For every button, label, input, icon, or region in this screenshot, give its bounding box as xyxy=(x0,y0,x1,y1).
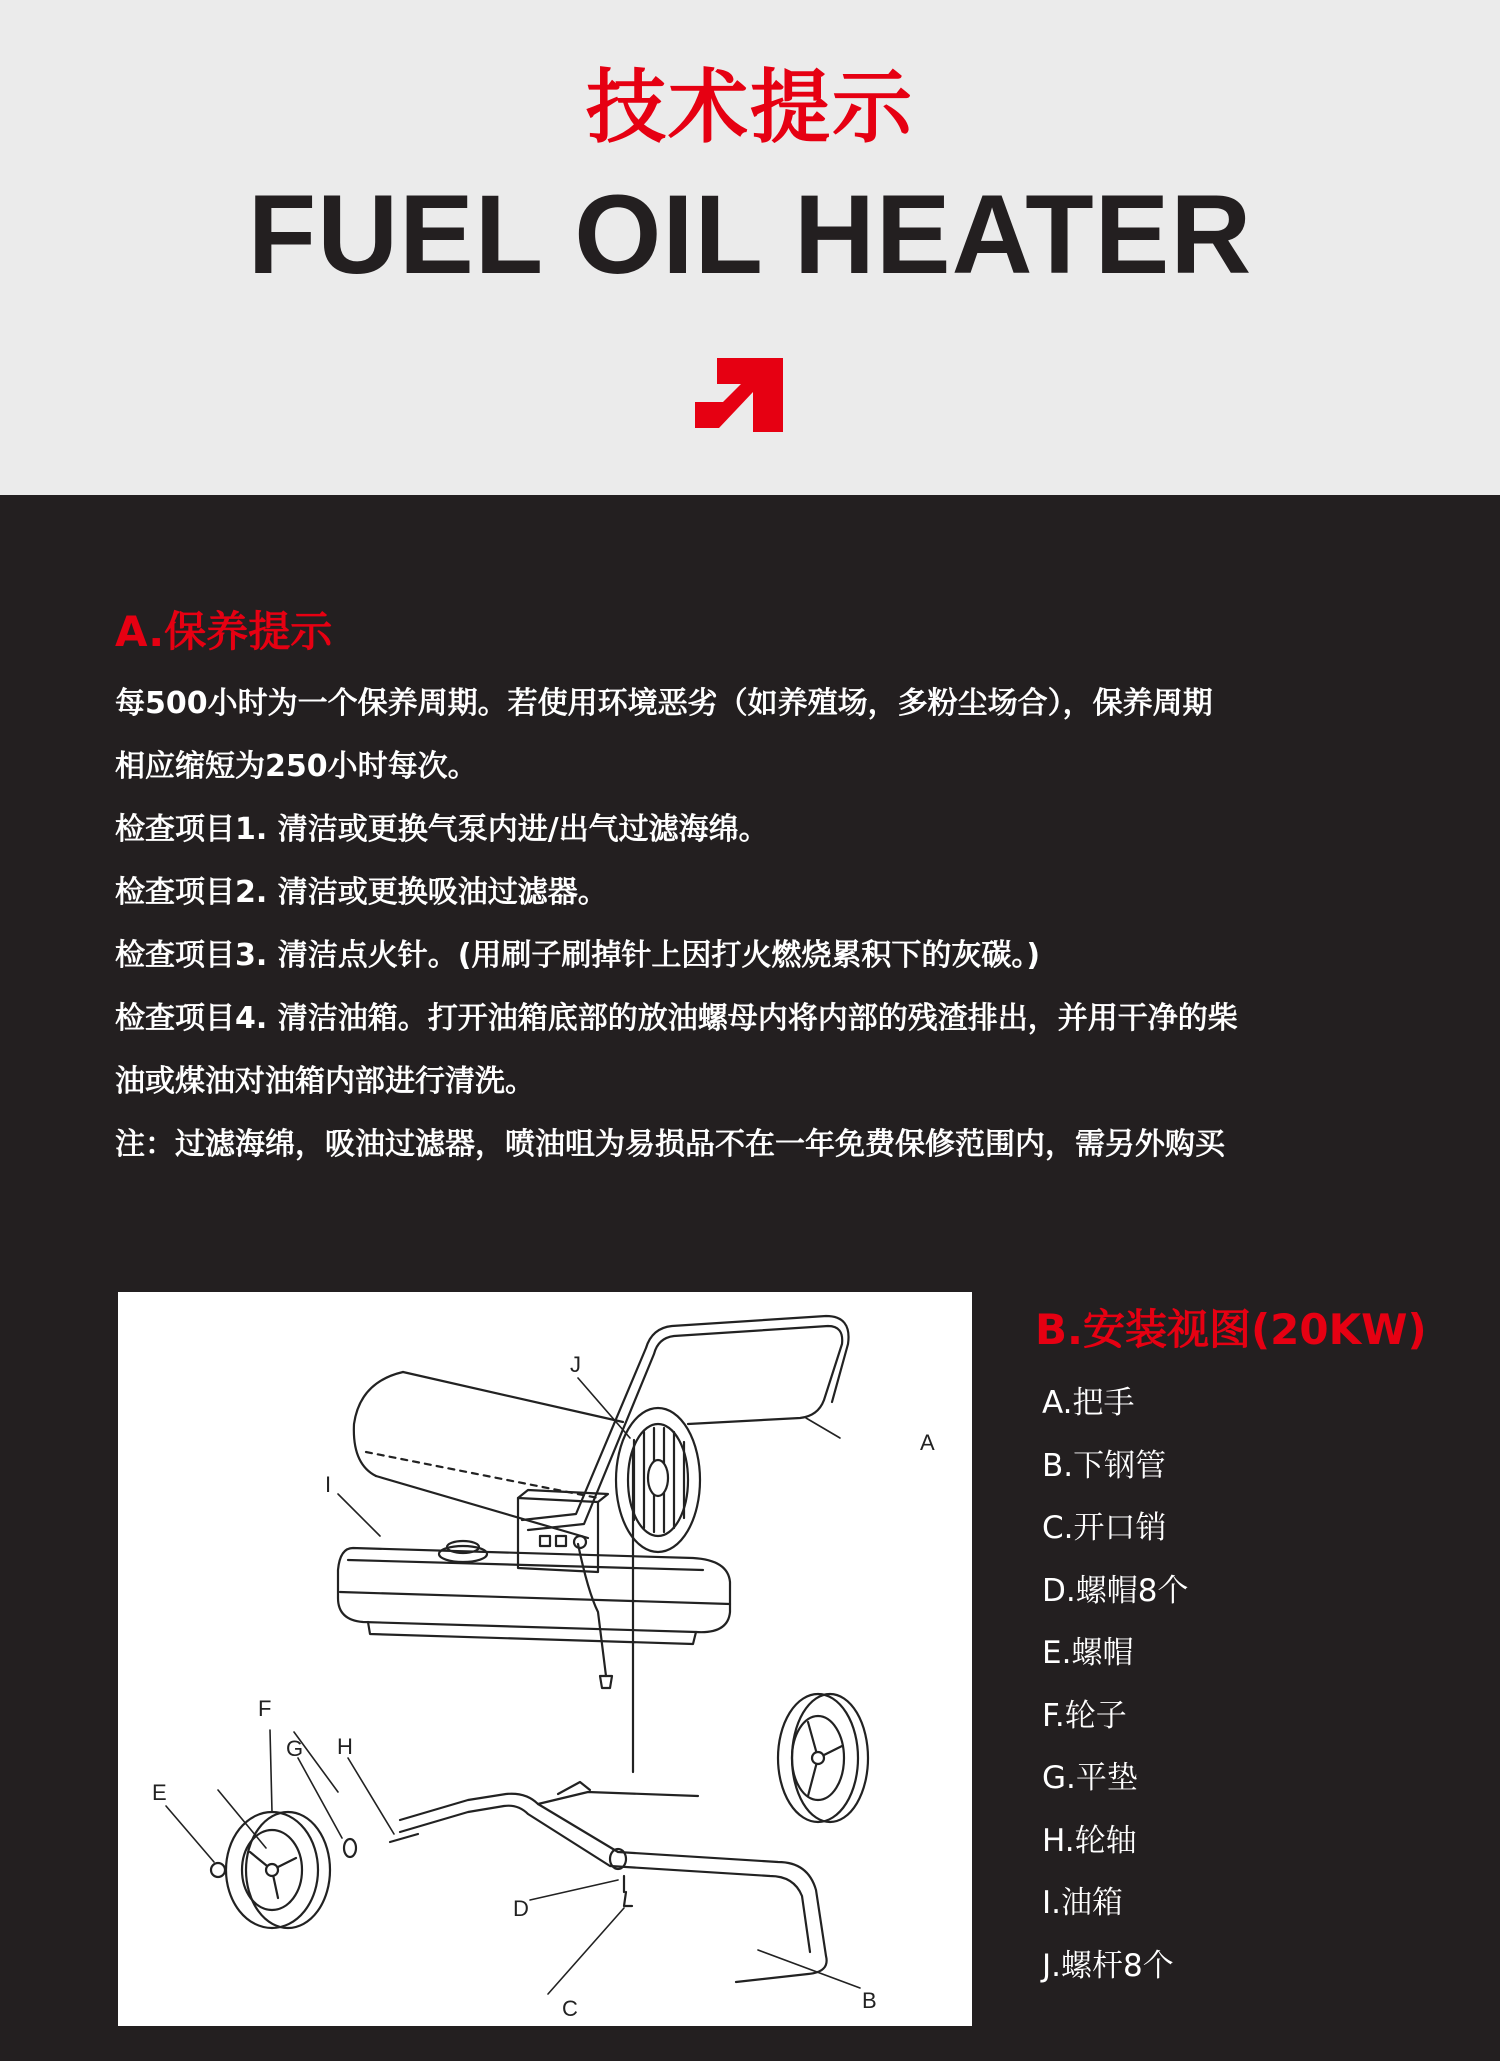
installation-heading: B.安装视图(20KW) xyxy=(1035,1305,1427,1354)
part-item: A.把手 xyxy=(1042,1385,1135,1421)
nut-e-drawing xyxy=(211,1863,225,1877)
label-c: C xyxy=(562,1996,578,2021)
part-item: H.轮轴 xyxy=(1042,1822,1137,1859)
label-e: E xyxy=(152,1780,167,1805)
page-title-english: FUEL OIL HEATER xyxy=(247,172,1253,297)
part-item: J.螺杆8个 xyxy=(1042,1947,1174,1984)
part-item: D.螺帽8个 xyxy=(1042,1572,1189,1609)
label-d: D xyxy=(513,1896,529,1921)
maintenance-line: 检查项目3. 清洁点火针。(用刷子刷掉针上因打火燃烧累积下的灰碳。) xyxy=(115,938,1041,973)
wheel-right-drawing xyxy=(778,1694,868,1822)
page-title-chinese: 技术提示 xyxy=(586,61,914,154)
maintenance-heading: A.保养提示 xyxy=(115,607,333,656)
label-g: G xyxy=(286,1736,304,1761)
maintenance-text xyxy=(115,672,1405,1176)
fuel-tank-drawing xyxy=(338,1541,730,1644)
header-banner xyxy=(0,0,1500,495)
part-item: E.螺帽 xyxy=(1042,1635,1134,1671)
part-item: I.油箱 xyxy=(1042,1885,1123,1921)
maintenance-line: 相应缩短为250小时每次。 xyxy=(115,749,478,784)
maintenance-line: 油或煤油对油箱内部进行清洗。 xyxy=(115,1064,535,1099)
axle-h-drawing xyxy=(390,1834,418,1842)
label-j: J xyxy=(570,1352,581,1377)
cotter-pin-c-drawing xyxy=(624,1892,632,1906)
installation-diagram xyxy=(118,1292,972,2026)
part-item: C.开口销 xyxy=(1042,1510,1167,1546)
maintenance-line: 检查项目4. 清洁油箱。打开油箱底部的放油螺母内将内部的残渣排出，并用干净的柴 xyxy=(115,1001,1238,1036)
arrow-up-right-icon xyxy=(695,358,783,432)
part-item: G.平垫 xyxy=(1042,1760,1138,1796)
label-i: I xyxy=(325,1472,332,1497)
maintenance-line: 注：过滤海绵，吸油过滤器，喷油咀为易损品不在一年免费保修范围内，需另外购买 xyxy=(115,1127,1225,1162)
label-a: A xyxy=(920,1430,935,1455)
part-item: B.下钢管 xyxy=(1042,1447,1167,1484)
washer-g-drawing xyxy=(344,1839,356,1857)
maintenance-line: 检查项目2. 清洁或更换吸油过滤器。 xyxy=(115,875,608,910)
label-b: B xyxy=(862,1988,877,2013)
handle-drawing xyxy=(522,1316,849,1530)
heater-exploded-view xyxy=(118,1292,972,2026)
maintenance-line: 检查项目1. 清洁或更换气泵内进/出气过滤海绵。 xyxy=(115,812,769,847)
part-item: F.轮子 xyxy=(1042,1697,1127,1734)
maintenance-line: 每500小时为一个保养周期。若使用环境恶劣（如养殖场，多粉尘场合），保养周期 xyxy=(115,686,1213,721)
label-h: H xyxy=(337,1734,353,1759)
wheel-left-drawing xyxy=(226,1812,330,1928)
parts-list xyxy=(1042,1372,1188,1997)
label-f: F xyxy=(258,1696,272,1721)
